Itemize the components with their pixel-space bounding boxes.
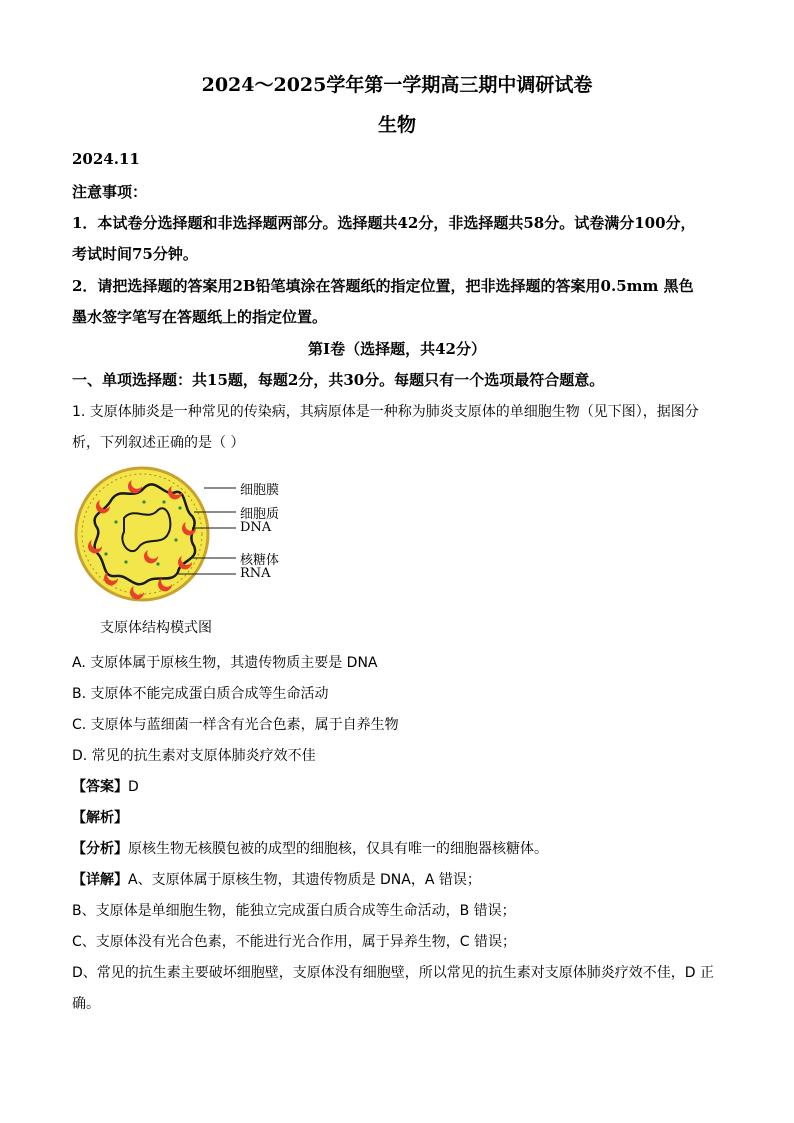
exam-date: 2024.11 (72, 150, 140, 168)
detail-c: C、支原体没有光合色素，不能进行光合作用，属于异养生物，C 错误； (72, 934, 516, 950)
analysis-tag (72, 807, 128, 827)
detail-b: B、支原体是单细胞生物，能独立完成蛋白质合成等生命活动，B 错误； (72, 903, 516, 919)
label-cell-membrane: 细胞膜 (240, 483, 280, 498)
label-rna: RNA (240, 566, 271, 581)
fenxi-line (72, 838, 548, 858)
option-c: C. 支原体与蓝细菌一样含有光合色素，属于自养生物 (72, 717, 399, 733)
detail-d-line1: D、常见的抗生素主要破坏细胞壁，支原体没有细胞壁，所以常见的抗生素对支原体肺炎疗效不佳，D 正 (72, 965, 715, 981)
label-dna: DNA (240, 520, 272, 535)
mycoplasma-diagram (60, 462, 320, 642)
label-cytoplasm: 细胞质 (240, 507, 280, 522)
xiangjie-line (72, 869, 481, 889)
analysis-tag-text: 【解析】 (72, 810, 128, 826)
xiangjie-text: A、支原体属于原核生物，其遗传物质是 DNA，A 错误； (128, 872, 481, 888)
notice-item2-line2: 墨水签字笔写在答题纸上的指定位置。 (72, 308, 328, 326)
volume-heading: 第Ⅰ卷（选择题，共42分） (308, 340, 486, 358)
exam-title: 2024～2025学年第一学期高三期中调研试卷 (201, 74, 593, 96)
q1-stem-line2: 析，下列叙述正确的是（ ） (72, 435, 245, 451)
notice-heading: 注意事项： (72, 183, 148, 201)
answer-tag: 【答案】 (72, 779, 128, 795)
answer-line (72, 776, 139, 796)
notice-item2-line1: 2．请把选择题的答案用2B铅笔填涂在答题纸的指定位置，把非选择题的答案用0.5mm 黑色 (72, 277, 694, 295)
detail-d-line2: 确。 (72, 996, 100, 1012)
notice-item1-line2: 考试时间75分钟。 (72, 245, 198, 263)
q1-stem-line1: 1. 支原体肺炎是一种常见的传染病，其病原体是一种称为肺炎支原体的单细胞生物（见下图），据图分 (72, 404, 699, 420)
answer-value: D (128, 779, 139, 795)
part1-heading: 一、单项选择题：共15题，每题2分，共30分。每题只有一个选项最符合题意。 (72, 371, 605, 389)
subject-title: 生物 (377, 114, 416, 136)
notice-item1-line1: 1．本试卷分选择题和非选择题两部分。选择题共42分，非选择题共58分。试卷满分100分， (72, 214, 696, 232)
figure-caption: 支原体结构模式图 (100, 620, 212, 636)
fenxi-tag: 【分析】 (72, 841, 128, 857)
option-d: D. 常见的抗生素对支原体肺炎疗效不佳 (72, 748, 316, 764)
fenxi-text: 原核生物无核膜包被的成型的细胞核，仅具有唯一的细胞器核糖体。 (128, 841, 548, 857)
option-b: B. 支原体不能完成蛋白质合成等生命活动 (72, 686, 329, 702)
option-a: A. 支原体属于原核生物，其遗传物质主要是 DNA (72, 655, 378, 671)
label-ribosome: 核糖体 (240, 553, 280, 568)
mycoplasma-figure (60, 462, 320, 642)
xiangjie-tag: 【详解】 (72, 872, 128, 888)
